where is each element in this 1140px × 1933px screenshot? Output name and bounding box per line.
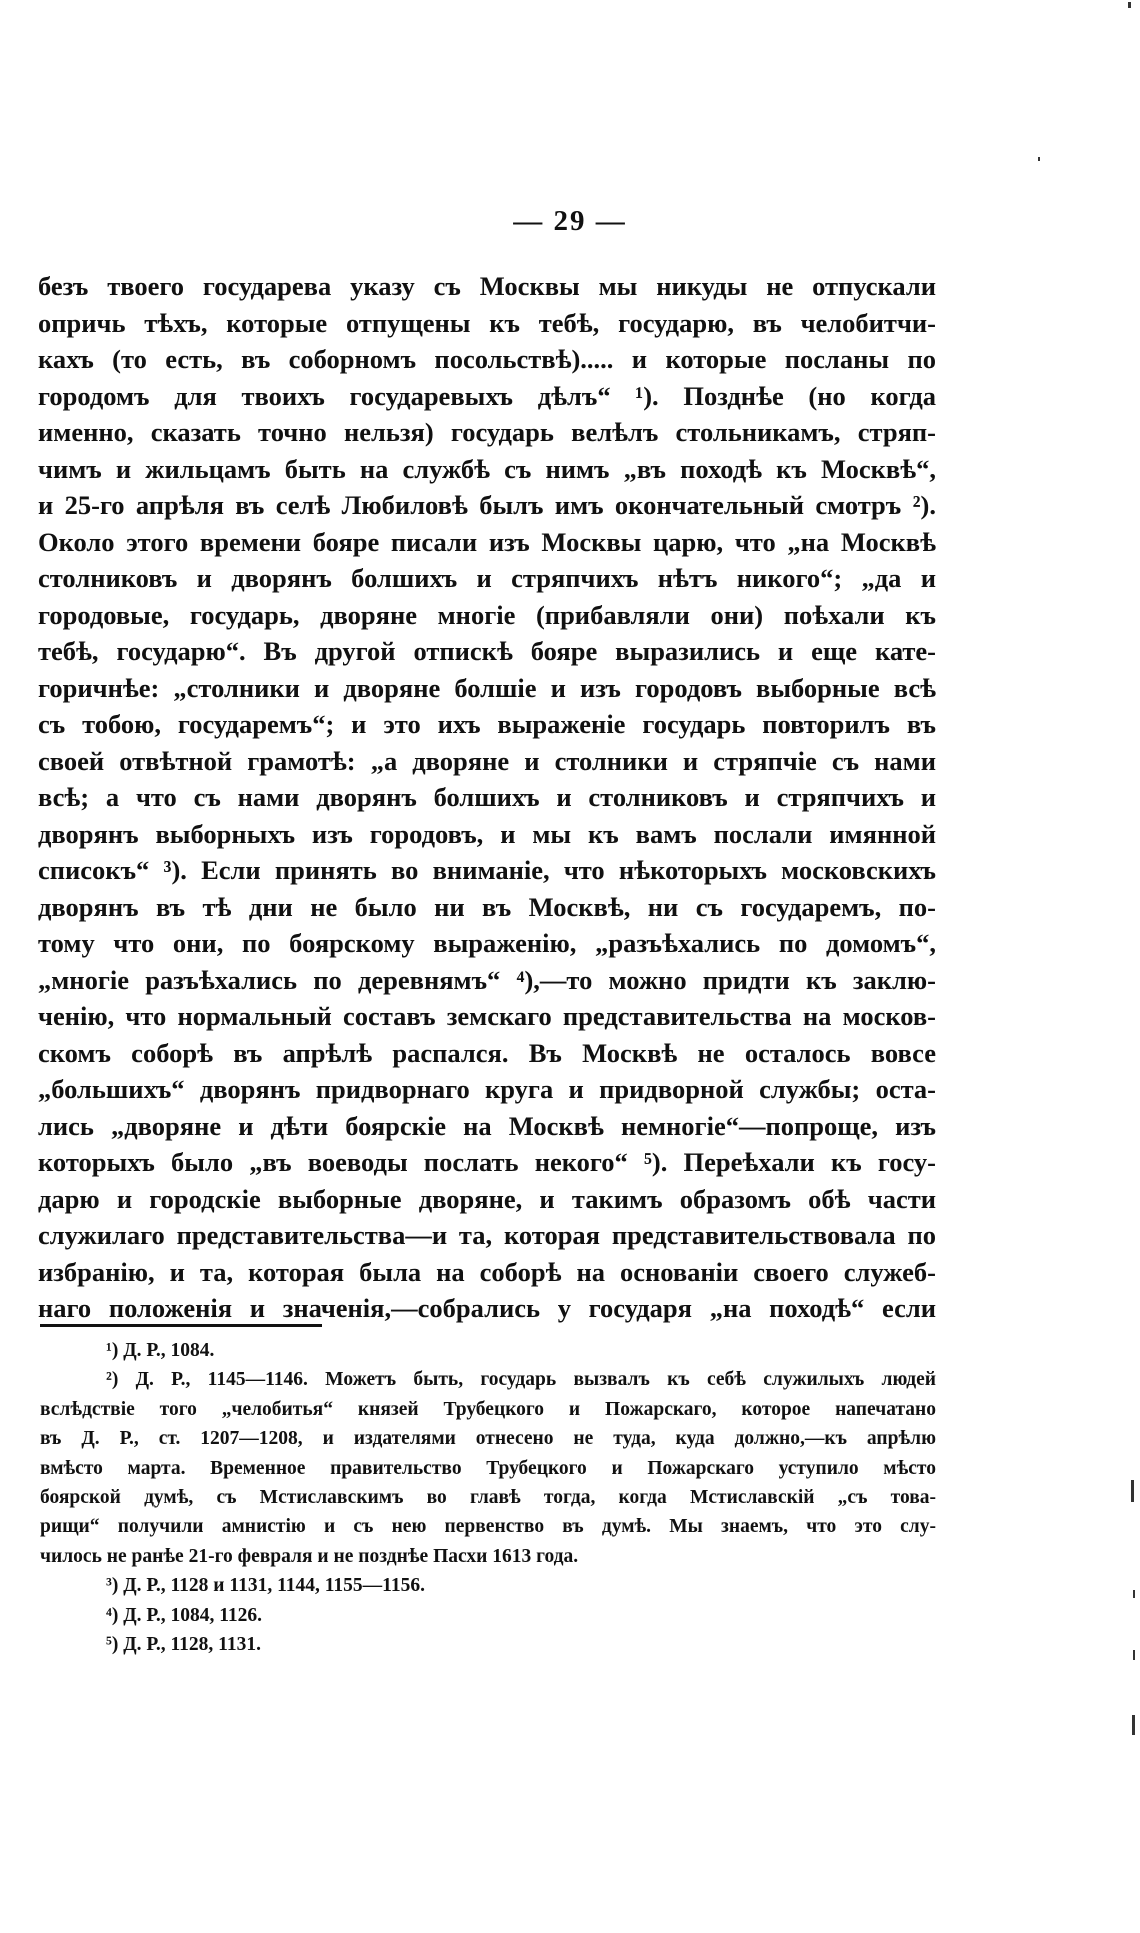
text-line: наго положенія и значенія,—собрались у государя „на походѣ“ если — [38, 1293, 936, 1323]
text-line: лись „дворяне и дѣти боярскіе на Москвѣ немногіе“—попроще, изъ — [38, 1110, 936, 1141]
main-text — [38, 268, 936, 1327]
text-line: своей отвѣтной грамотѣ: „а дворяне и столники и стряпчіе съ нами — [38, 745, 936, 776]
scan-speck — [1128, 2, 1131, 8]
text-line: всѣ; а что съ нами дворянъ болшихъ и столниковъ и стряпчихъ и — [38, 782, 936, 812]
scan-speck — [1133, 1650, 1135, 1660]
text-line: скомъ соборѣ въ апрѣлѣ распался. Въ Москвѣ не осталось вовсе — [38, 1037, 936, 1068]
text-line: которыхъ было „въ воеводы послать некого“ ⁵). Переѣхали къ госу- — [38, 1147, 936, 1177]
text-line: именно, сказать точно нельзя) государь велѣлъ стольникамъ, стряп- — [38, 417, 936, 447]
text-line: городомъ для твоихъ государевыхъ дѣлъ“ ¹). Позднѣе (но когда — [38, 380, 936, 411]
text-line: горичнѣе: „столники и дворяне болшіе и изъ городовъ выборные всѣ — [38, 672, 936, 703]
text-line: городовые, государь, дворяне многіе (прибавляли они) поѣхали къ — [38, 599, 936, 630]
footnote-line: въ Д. Р., ст. 1207—1208, и издателями отнесено не туда, куда должно,—къ апрѣлю — [40, 1428, 936, 1450]
footnote-line: вмѣсто марта. Временное правительство Трубецкого и Пожарскаго уступило мѣсто — [40, 1457, 936, 1479]
text-line: тому что они, по боярскому выраженію, „разъѣхались по домомъ“, — [38, 928, 936, 958]
page-number: — 29 — — [513, 205, 627, 237]
footnote-line: вслѣдствіе того „челобитья“ князей Трубецкого и Пожарскаго, которое напечатано — [40, 1398, 936, 1420]
footnote-line: ⁵) Д. Р., 1128, 1131. — [106, 1633, 261, 1655]
text-line: опричь тѣхъ, которые отпущены къ тебѣ, государю, въ челобитчи- — [38, 307, 936, 338]
scan-speck — [1038, 157, 1040, 161]
scan-speck — [1131, 1480, 1134, 1502]
text-line: „большихъ“ дворянъ придворнаго круга и придворной службы; оста- — [38, 1074, 936, 1104]
footnote-line: боярской думѣ, съ Мстиславскимъ во главѣ тогда, когда Мстиславскій „съ това- — [40, 1486, 936, 1508]
text-line: ченію, что нормальный составъ земскаго представительства на москов- — [38, 1001, 936, 1031]
text-line: чимъ и жильцамъ быть на службѣ съ нимъ „въ походѣ къ Москвѣ“, — [38, 453, 936, 484]
text-line: дарю и городскіе выборные дворяне, и такимъ образомъ обѣ части — [38, 1183, 936, 1214]
footnote-line: ¹) Д. Р., 1084. — [106, 1340, 215, 1361]
footnote-divider — [40, 1324, 322, 1327]
scan-speck — [1133, 1590, 1135, 1598]
text-line: дворянъ выборныхъ изъ городовъ, и мы къ вамъ послали имянной — [38, 818, 936, 849]
footnote-line: рищи“ получили амнистію и съ нею первенство въ думѣ. Мы знаемъ, что это слу- — [40, 1516, 936, 1538]
text-line: служилаго представительства—и та, которая представительствовала по — [38, 1220, 936, 1250]
scan-speck — [1132, 1715, 1135, 1735]
text-line: и 25-го апрѣля въ селѣ Любиловѣ былъ имъ окончательный смотръ ²). — [38, 490, 936, 520]
text-line: „многіе разъѣхались по деревнямъ“ ⁴),—то можно придти къ заклю- — [38, 964, 936, 995]
text-line: списокъ“ ³). Если принять во вниманіе, что нѣкоторыхъ московскихъ — [38, 855, 936, 885]
text-line: безъ твоего государева указу съ Москвы мы никуды не отпускали — [38, 271, 936, 301]
footnote-line: ³) Д. Р., 1128 и 1131, 1144, 1155—1156. — [106, 1575, 425, 1597]
text-line: кахъ (то есть, въ соборномъ посольствѣ)..... и которые посланы по — [38, 344, 936, 374]
footnote-line: ²) Д. Р., 1145—1146. Можетъ быть, государь вызвалъ къ себѣ служилыхъ людей — [106, 1369, 936, 1391]
text-line: избранію, и та, которая была на соборѣ на основаніи своего служеб- — [38, 1256, 936, 1287]
text-line: съ тобою, государемъ“; и это ихъ выраженіе государь повторилъ въ — [38, 709, 936, 739]
text-line: Около этого времени бояре писали изъ Москвы царю, что „на Москвѣ — [38, 526, 936, 557]
text-line: столниковъ и дворянъ болшихъ и стряпчихъ нѣтъ никого“; „да и — [38, 563, 936, 593]
footnotes — [40, 1336, 936, 1659]
text-line: тебѣ, государю“. Въ другой отпискѣ бояре выразились и еще кате- — [38, 636, 936, 666]
footnote-line: ⁴) Д. Р., 1084, 1126. — [106, 1604, 263, 1626]
footnote-line: чилось не ранѣе 21-го февраля и не позднѣе Пасхи 1613 года. — [40, 1545, 579, 1567]
text-line: дворянъ въ тѣ дни не было ни въ Москвѣ, ни съ государемъ, по- — [38, 891, 936, 922]
